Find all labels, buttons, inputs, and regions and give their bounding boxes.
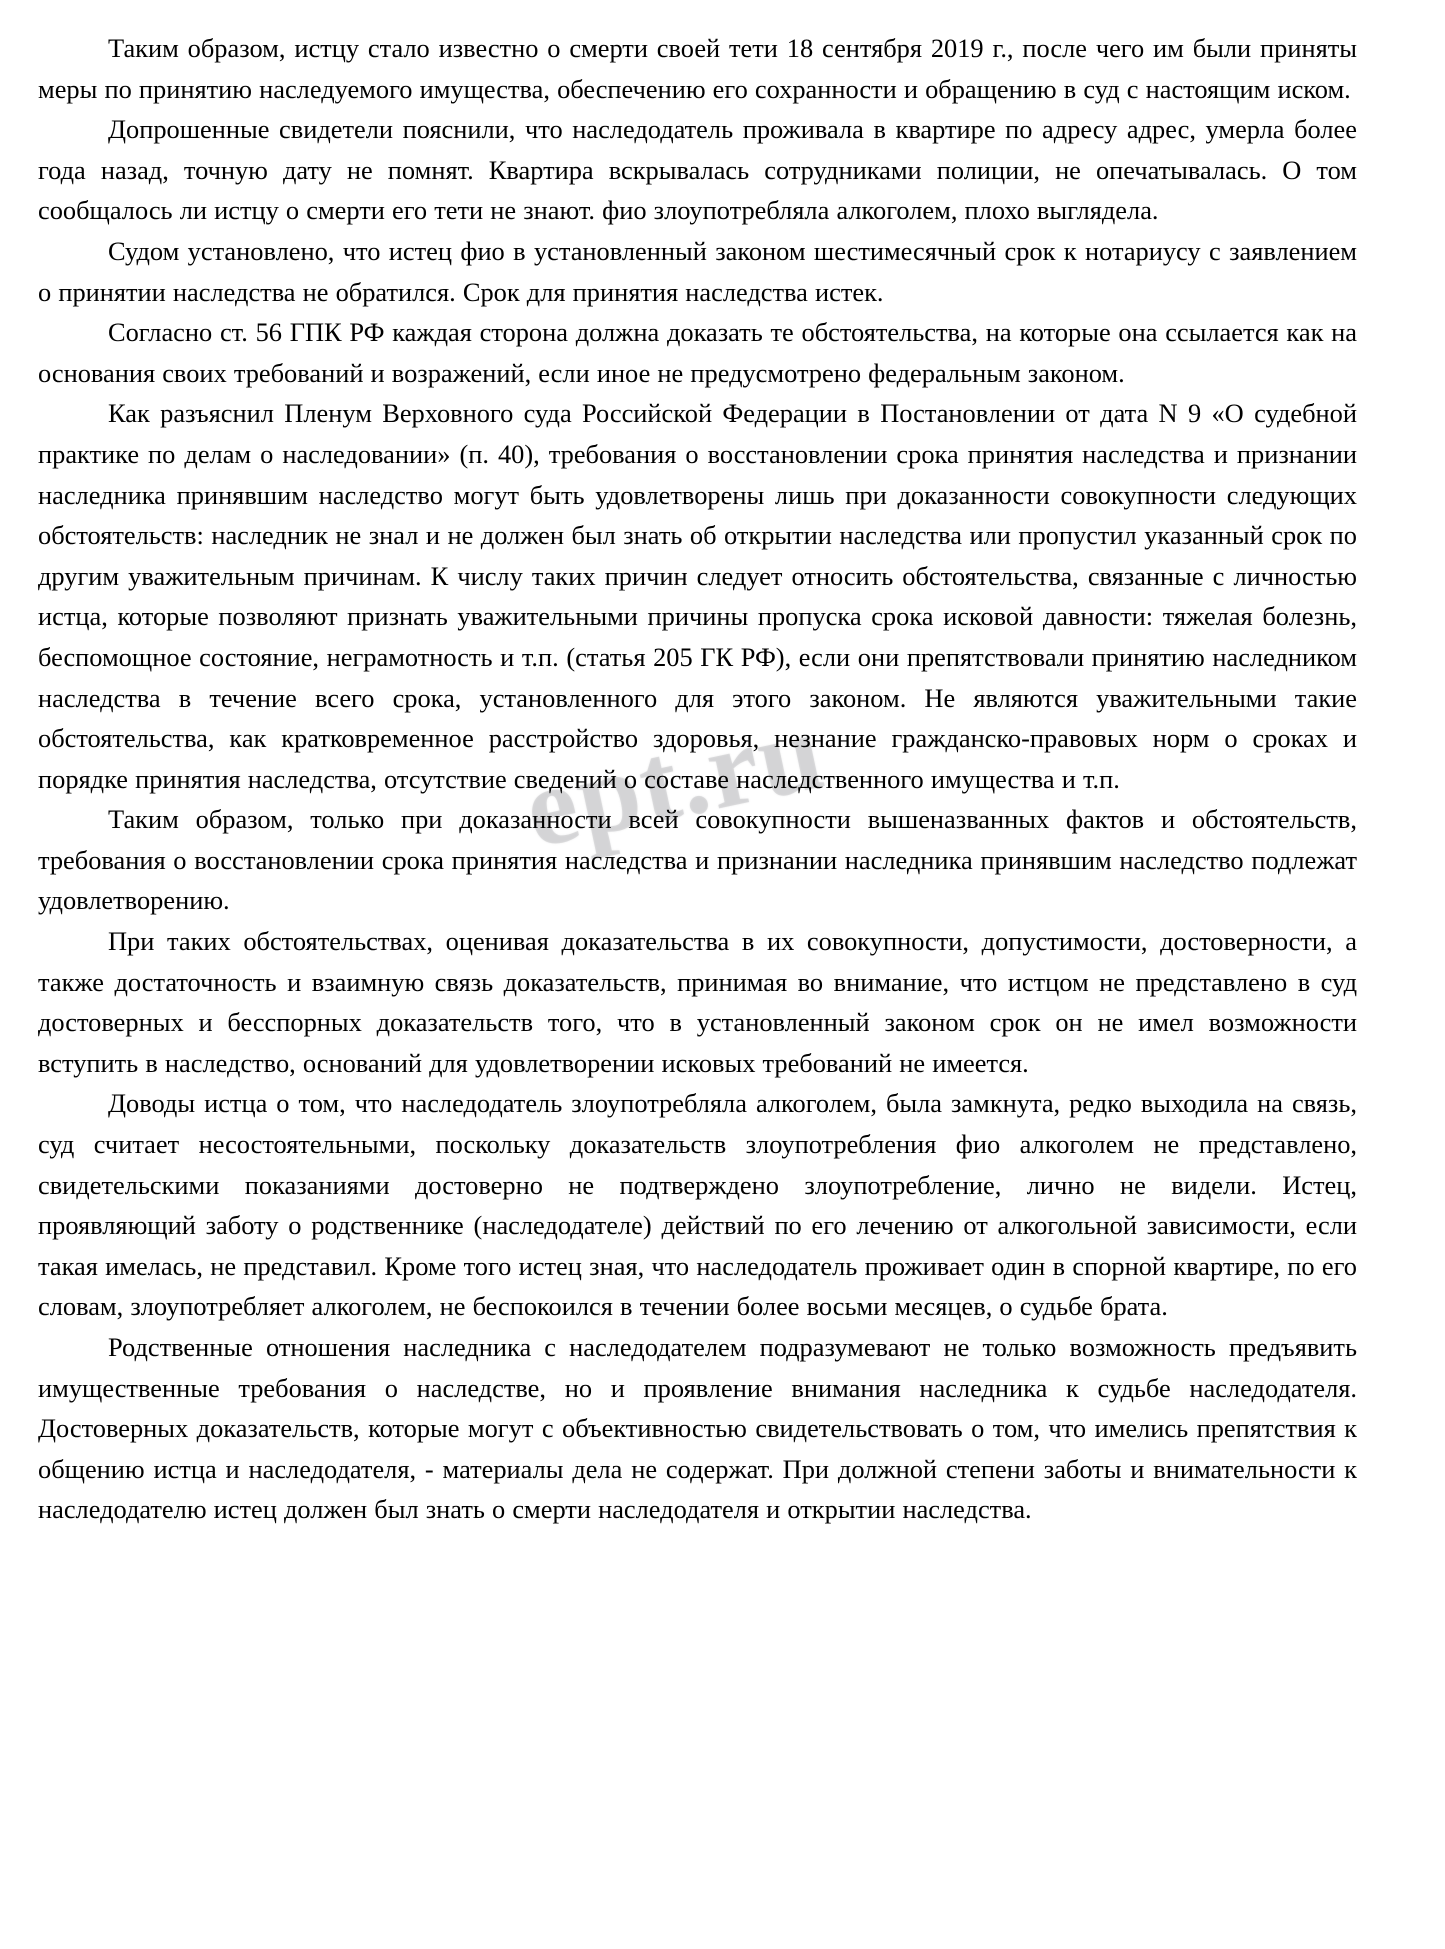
paragraph: Допрошенные свидетели пояснили, что наследодатель проживала в квартире по адресу адрес, умерла более года назад, точную дату не помнят. Квартира вскрывалась сотрудниками полиции, не опечатывалась. О том сообщалось ли истцу о смерти его тети не знают. фио злоупотребляла алкоголем, плохо выглядела. [38,114,1357,226]
paragraph: Таким образом, только при доказанности всей совокупности вышеназванных фактов и обстоятельств, требования о восстановлении срока принятия наследства и признании наследника принявшим наследство подлежат удовлетворению. [38,804,1357,916]
paragraph: Судом установлено, что истец фио в установленный законом шестимесячный срок к нотариусу с заявлением о принятии наследства не обратился. Срок для принятия наследства истек. [38,235,1357,307]
paragraph: При таких обстоятельствах, оценивая доказательства в их совокупности, допустимости, достоверности, а также достаточность и взаимную связь доказательств, принимая во внимание, что истцом не представлено в суд достоверных и бесспорных доказательств того, что в установленный законом срок он не имел возможности вступить в наследство, оснований для удовлетворении исковых требований не имеется. [38,926,1357,1078]
watermark-text: ept.ru [514,687,836,872]
paragraph: Доводы истца о том, что наследодатель злоупотребляла алкоголем, была замкнута, редко выходила на связь, суд считает несостоятельными, поскольку доказательств злоупотребления фио алкоголем не представлено, свидетельскими показаниями достоверно не подтверждено злоупотребление, лично не видели. Истец, проявляющий заботу о родственнике (наследодателе) действий по его лечению от алкогольной зависимости, если такая имелась, не представил. Кроме того истец зная, что наследодатель проживает один в спорной квартире, по его словам, злоупотребляет алкоголем, не беспокоился в течении более восьми месяцев, о судьбе брата. [38,1088,1357,1322]
paragraph: Как разъяснил Пленум Верховного суда Российской Федерации в Постановлении от дата N 9 «О судебной практике по делам о наследовании» (п. 40), требования о восстановлении срока принятия наследства и признании наследника принявшим наследство могут быть удовлетворены лишь при доказанности совокупности следующих обстоятельств: наследник не знал и не должен был знать об открытии наследства или пропустил указанный срок по другим уважительным причинам. К числу таких причин следует относить обстоятельства, связанные с личностью истца, которые позволяют признать уважительными причины пропуска срока исковой давности: тяжелая болезнь, беспомощное состояние, неграмотность и т.п. (статья 205 ГК РФ), если они препятствовали принятию наследником наследства в течение всего срока, установленного для этого законом. Не являются уважительными такие обстоятельства, как кратковременное расстройство здоровья, незнание гражданско-правовых норм о сроках и порядке принятия наследства, отсутствие сведений о составе наследственного имущества и т.п. [38,398,1357,794]
paragraph: Таким образом, истцу стало известно о смерти своей тети 18 сентября 2019 г., после чего им были приняты меры по принятию наследуемого имущества, обеспечению его сохранности и обращению в суд с настоящим иском. [38,33,1357,104]
paragraph: Согласно ст. 56 ГПК РФ каждая сторона должна доказать те обстоятельства, на которые она ссылается как на основания своих требований и возражений, если иное не предусмотрено федеральным законом. [38,317,1357,388]
paragraph: Родственные отношения наследника с наследодателем подразумевают не только возможность предъявить имущественные требования о наследстве, но и проявление внимания наследника к судьбе наследодателя. Достоверных доказательств, которые могут с объективностью свидетельствовать о том, что имелись препятствия к общению истца и наследодателя, - материалы дела не содержат. При должной степени заботы и внимательности к наследодателю истец должен был знать о смерти наследодателя и открытии наследства. [38,1332,1357,1525]
